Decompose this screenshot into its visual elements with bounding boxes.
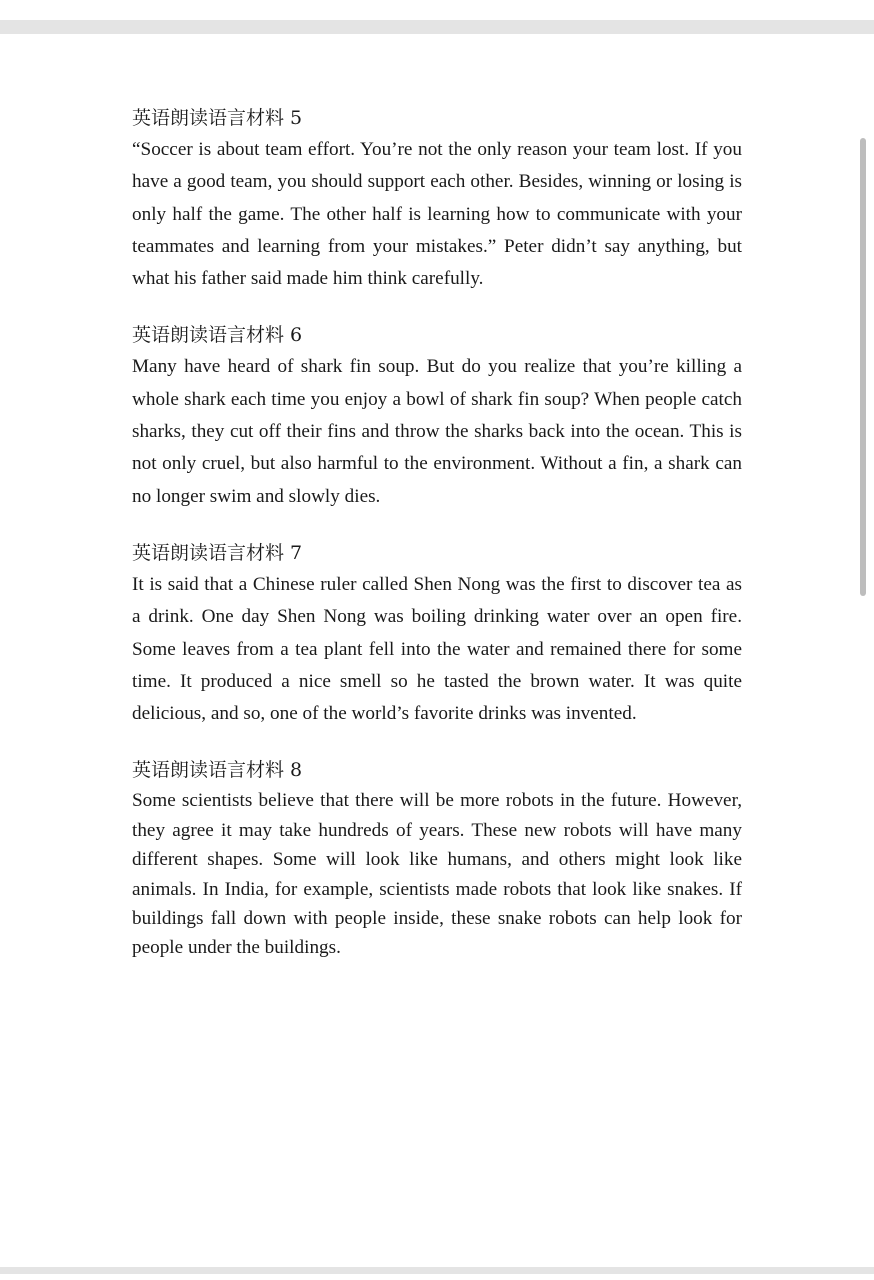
section-body: It is said that a Chinese ruler called Shen Nong was the first to discover tea as a drink. One day Shen Nong was boiling drinking water over an open fire. Some leaves from a tea plant fell into the water and remained there for some time. It produced a nice smell so he tasted the brown water. It was quite delicious, and so, one of the world’s favorite drinks was invented. xyxy=(132,573,742,725)
reading-section-6 xyxy=(132,319,742,512)
section-heading: 英语朗读语言材料 5 xyxy=(132,107,303,129)
section-heading: 英语朗读语言材料 7 xyxy=(132,541,303,564)
reading-section-5 xyxy=(132,102,742,295)
vertical-scrollbar-thumb[interactable] xyxy=(860,138,866,596)
section-body: Some scientists believe that there will be more robots in the future. However, they agree it may take hundreds of years. These new robots will have many different shapes. Some will look like humans, and others might look like animals. In India, for example, scientists made robots that look like snakes. If buildings fall down with people inside, these snake robots can help look for people under the buildings. xyxy=(132,790,742,959)
reading-section-7 xyxy=(132,537,742,730)
section-heading: 英语朗读语言材料 6 xyxy=(132,324,303,347)
page-content xyxy=(132,102,742,987)
section-body: Many have heard of shark fin soup. But do you realize that you’re killing a whole shark each time you enjoy a bowl of shark fin soup? When people catch sharks, they cut off their fins and throw the sharks back into the ocean. This is not only cruel, but also harmful to the environment. Without a fin, a shark can no longer swim and slowly dies. xyxy=(132,356,742,507)
next-page-edge xyxy=(0,1274,874,1280)
reading-section-8 xyxy=(132,754,742,962)
section-heading: 英语朗读语言材料 8 xyxy=(132,759,303,782)
previous-page-edge xyxy=(0,0,874,20)
section-body: “Soccer is about team effort. You’re not the only reason your team lost. If you have a good team, you should support each other. Besides, winning or losing is only half the game. The other half is learning how to communicate with your teammates and learning from your mistakes.” Peter didn’t say anything, but what his father said made him think carefully. xyxy=(132,139,742,290)
